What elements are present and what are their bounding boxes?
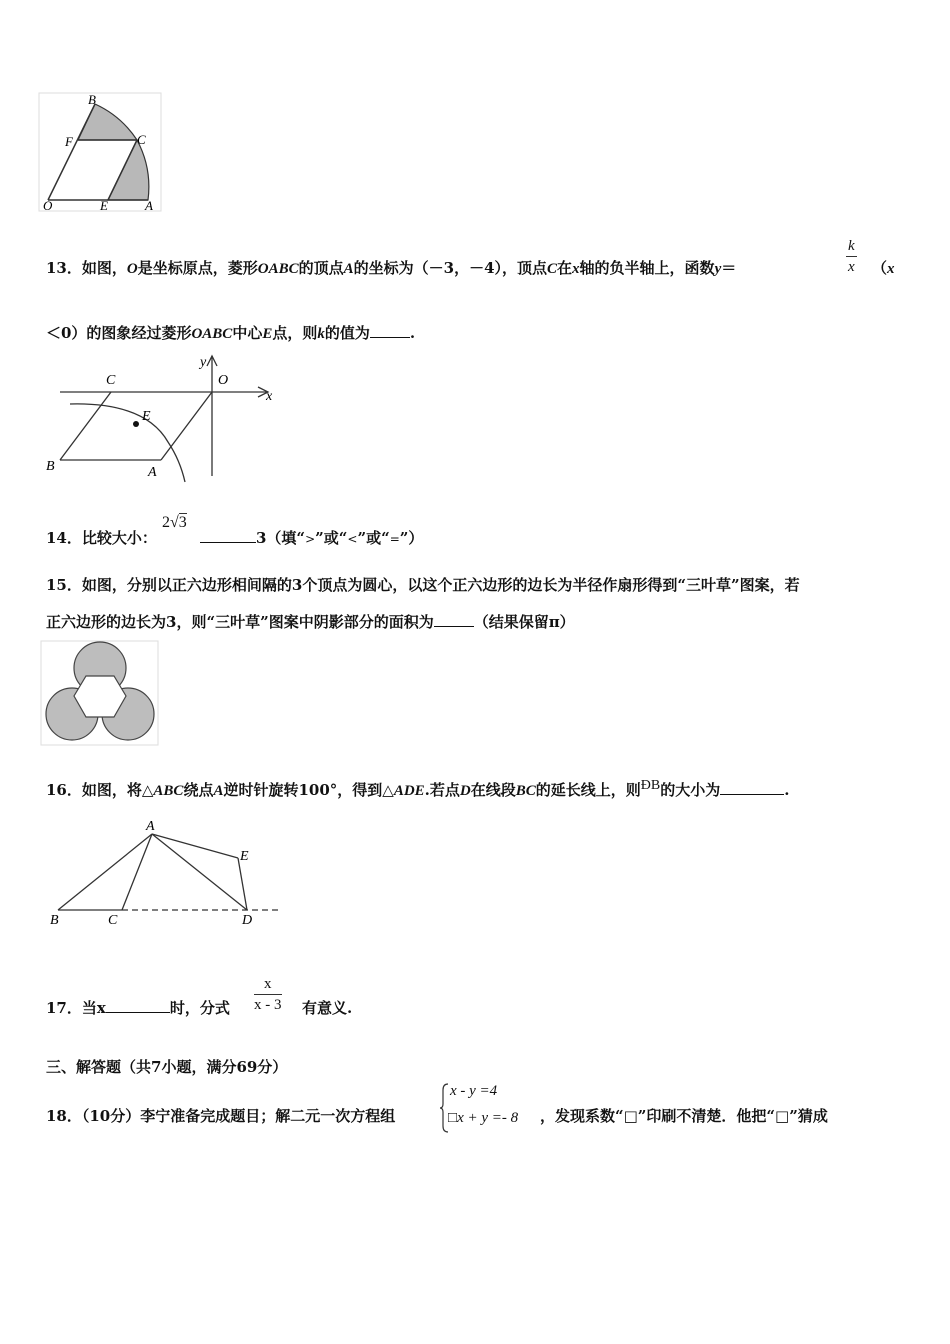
fraction-x-over-x-minus-3: $\frac{x}{x - 3}$ [254, 976, 282, 1013]
label-d: D [242, 913, 253, 928]
label-e: E [142, 409, 151, 424]
figure-q15 [40, 640, 160, 748]
question-18-text1: 18．（10分）李宁准备完成题目；解二元一次方程组 [46, 1107, 396, 1125]
radical-2-sqrt-3: 2√3 [162, 514, 187, 531]
label-b: B [50, 913, 59, 928]
question-13-line1: 13．如图，O是坐标原点，菱形OABC的顶点A的坐标为（－3，－4），顶点C在x轴的负半轴上，函数y＝ [46, 259, 737, 277]
question-15-line1: 15．如图，分别以正六边形相间隔的3个顶点为圆心，以这个正六边形的边长为半径作扇形得到“三叶草”图案，若 [46, 576, 800, 594]
label-f: F [65, 134, 73, 149]
question-13-line2: ＜0）的图象经过菱形OABC中心E点，则k的值为 . [46, 324, 416, 342]
figure-q16 [44, 816, 284, 928]
label-o: O [43, 198, 53, 213]
question-17: 17．当x 时，分式 [46, 999, 230, 1017]
label-y: y [200, 355, 207, 370]
label-e: E [240, 849, 249, 864]
question-18-text2: ，发现系数“□”印刷不清楚．他把“□”猜成 [540, 1107, 828, 1125]
question-14: 14．比较大小： [46, 529, 157, 547]
label-o: O [218, 373, 229, 388]
question-15-line2: 正六边形的边长为3，则“三叶草”图案中阴影部分的面积为 （结果保留π） [46, 613, 575, 631]
label-c: C [137, 132, 146, 147]
label-c: C [106, 373, 116, 388]
label-b: B [88, 92, 96, 107]
label-a: A [148, 465, 157, 480]
question-13-line1-end: （x [872, 259, 895, 277]
equation-system: x - y =4 □x + y =- 8 [440, 1082, 540, 1134]
label-e: E [100, 198, 108, 213]
figure-q12 [38, 92, 163, 214]
label-a: A [145, 198, 153, 213]
figure-q13 [40, 352, 280, 487]
label-a: A [146, 819, 155, 834]
question-17-end: 有意义. [302, 999, 353, 1017]
section-3-title: 三、解答题（共7小题，满分69分） [46, 1058, 288, 1076]
label-c: C [108, 913, 118, 928]
label-x: x [266, 389, 273, 404]
question-16: 16．如图，将△ABC绕点A逆时针旋转100°，得到△ADE.若点D在线段BC的延长线上，则ÐB的大小为 . [46, 778, 790, 799]
fraction-k-over-x: $\frac{k}{x}$ [848, 238, 855, 275]
label-b: B [46, 459, 55, 474]
question-14-rest: 3（填“>”或“<”或“=”） [200, 528, 423, 549]
